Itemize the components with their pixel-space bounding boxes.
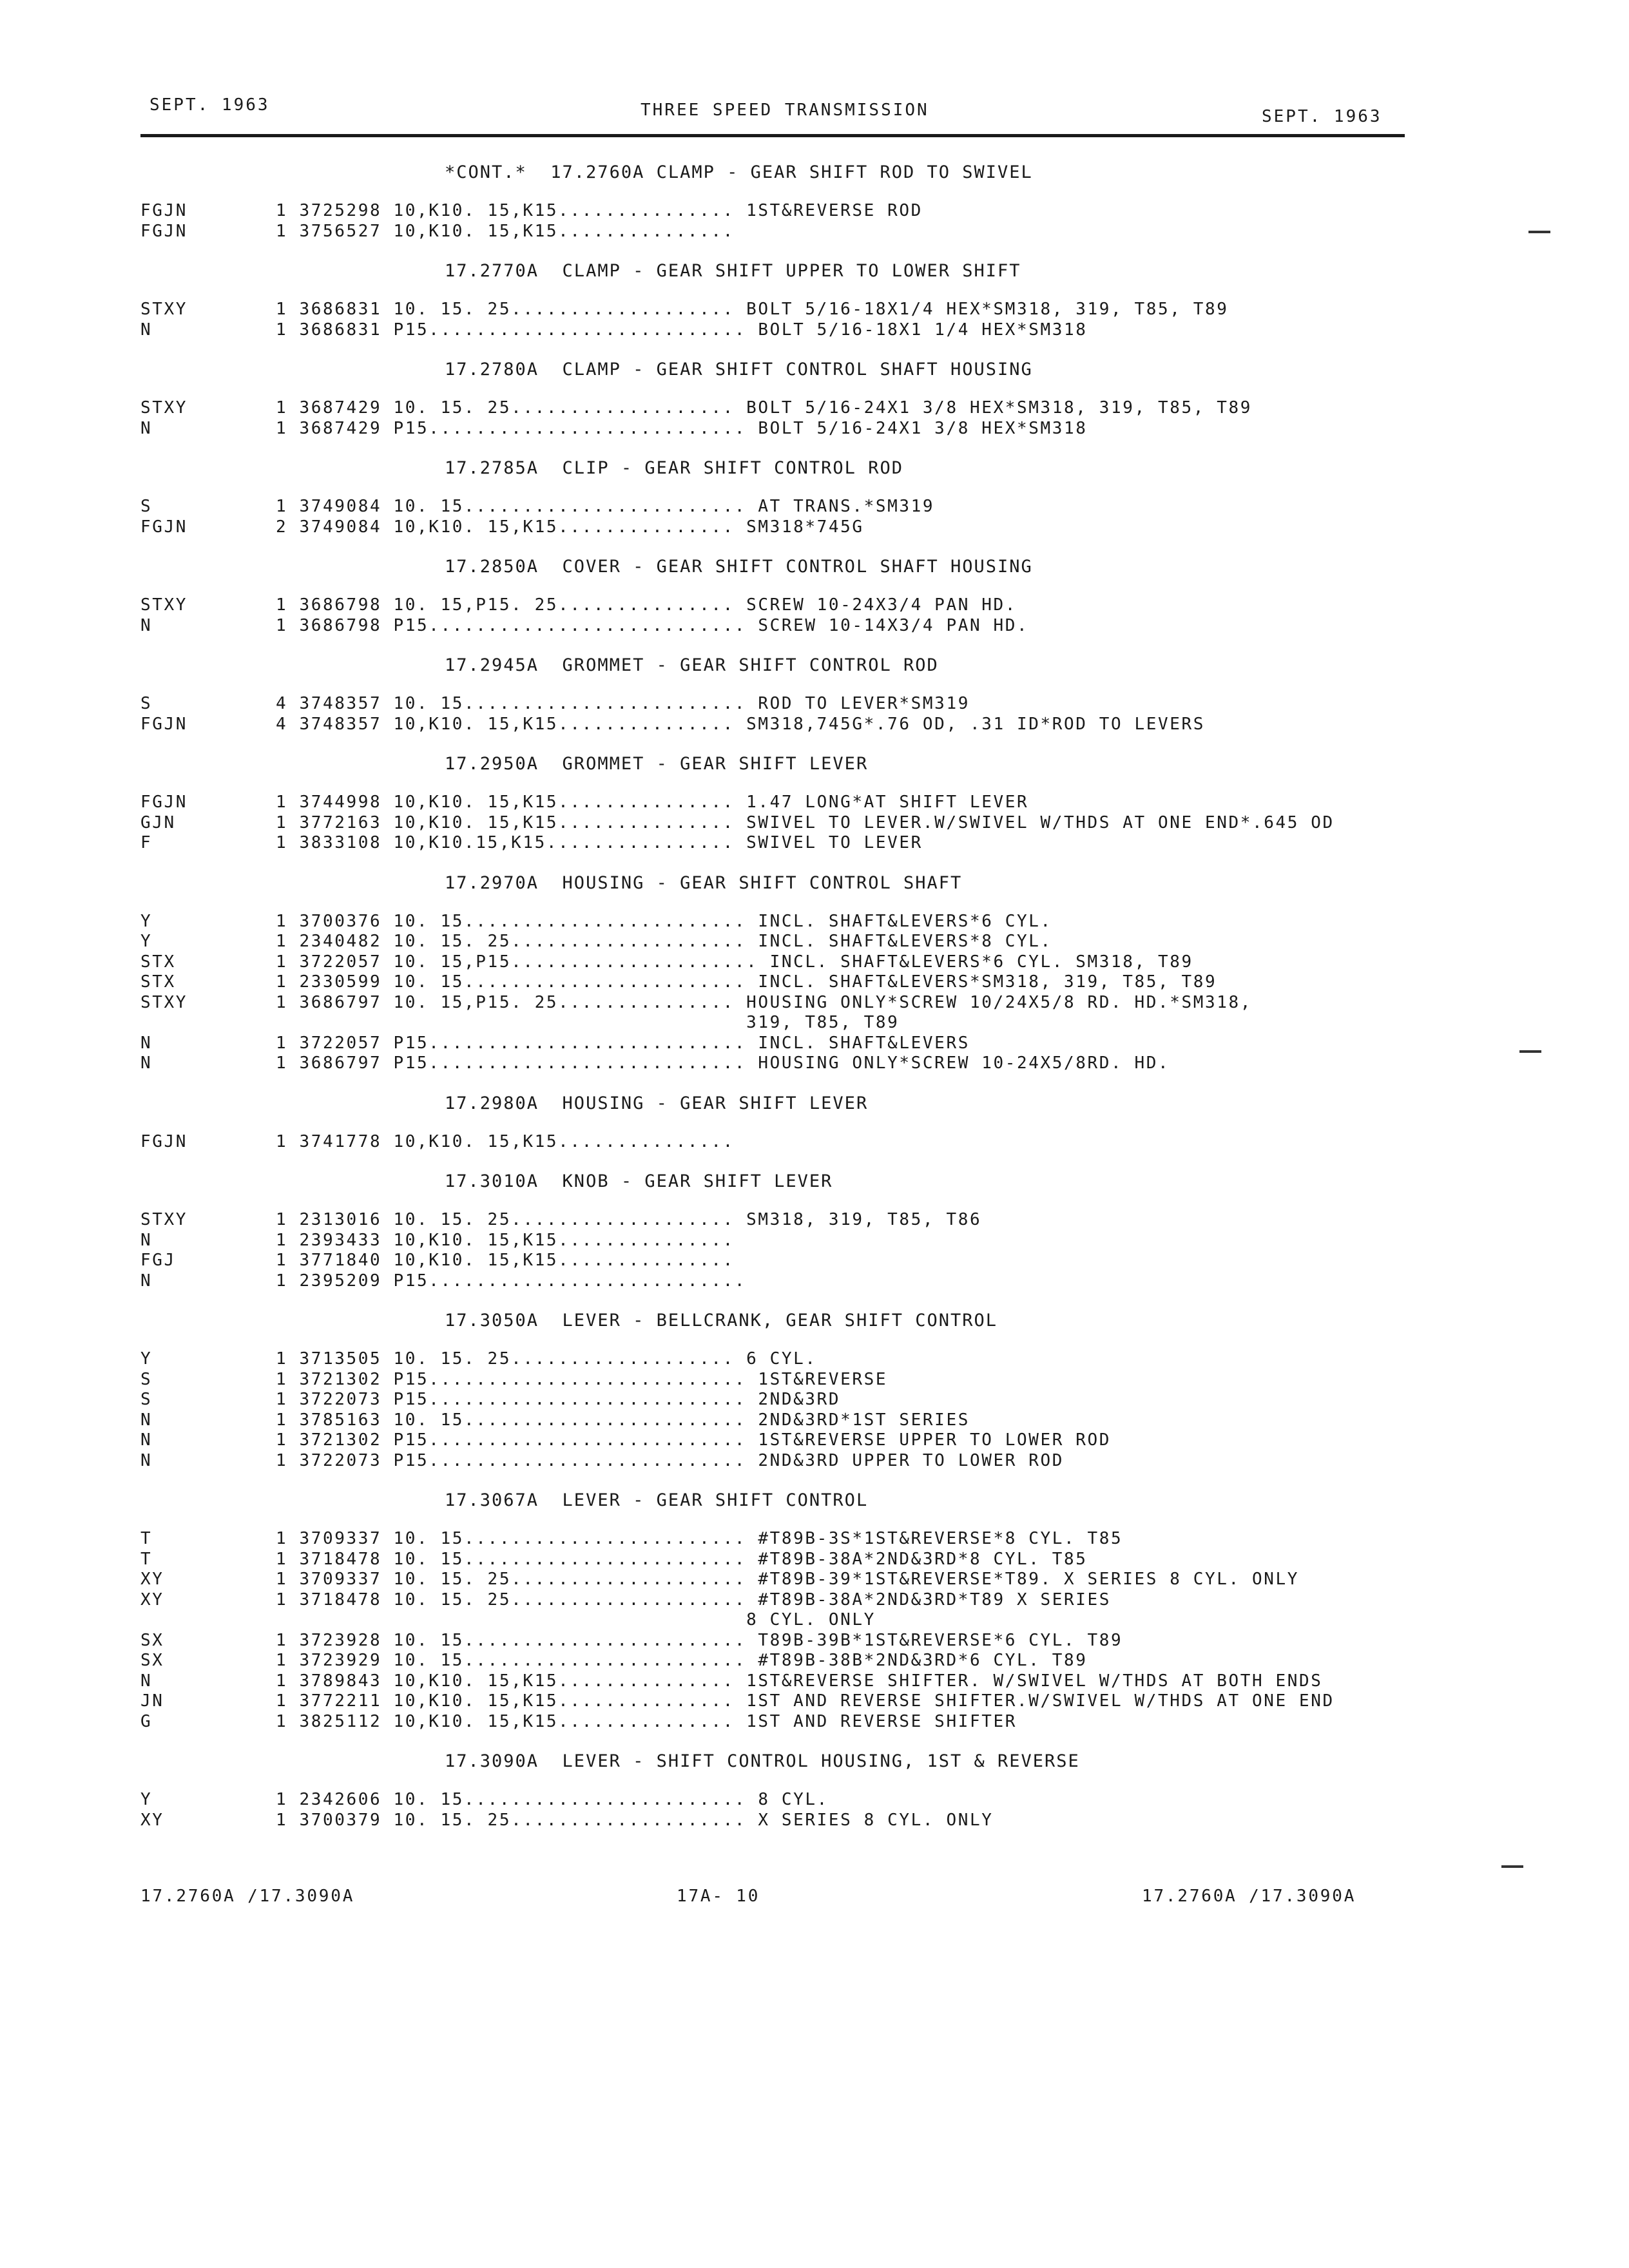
part-line: 1 2330599 10. 15........................ INCL. SHAFT&LEVERS*SM318, 319, T85, T89 — [276, 972, 1217, 992]
parts-section — [0, 554, 1629, 636]
parts-section — [0, 258, 1629, 340]
part-row — [0, 1349, 1629, 1370]
parts-section — [0, 1488, 1629, 1732]
parts-section — [0, 160, 1629, 242]
part-line: 1 2342606 10. 15........................ 8 CYL. — [276, 1790, 829, 1809]
model-code: STX — [140, 952, 176, 972]
model-code: N — [140, 1450, 153, 1470]
part-line: 1 3722057 10. 15,P15..................... INCL. SHAFT&LEVERS*6 CYL. SM318, T89 — [276, 952, 1193, 972]
parts-section — [0, 1308, 1629, 1471]
part-line: 1 3749084 10. 15........................ AT TRANS.*SM319 — [276, 497, 935, 516]
part-line: 1 3723929 10. 15........................ #T89B-38B*2ND&3RD*6 CYL. T89 — [276, 1651, 1088, 1670]
model-code: XY — [140, 1810, 164, 1830]
model-code: Y — [140, 1349, 153, 1369]
part-line: 1 3686798 P15........................... SCREW 10-14X3/4 PAN HD. — [276, 615, 1029, 635]
section-title: 17.3050A LEVER - BELLCRANK, GEAR SHIFT CONTROL — [445, 1311, 998, 1331]
page-title: THREE SPEED TRANSMISSION — [641, 101, 929, 120]
model-code: GJN — [140, 812, 176, 832]
part-line: 1 3686797 10. 15,P15. 25............... HOUSING ONLY*SCREW 10/24X5/8 RD. HD.*SM318, — [276, 992, 1253, 1012]
part-row — [0, 320, 1629, 341]
part-row — [0, 1132, 1629, 1153]
part-line: 1 2393433 10,K10. 15,K15............... — [276, 1230, 735, 1250]
part-row — [0, 715, 1629, 735]
part-line: 1 3789843 10,K10. 15,K15............... 1ST&REVERSE SHIFTER. W/SWIVEL W/THDS AT BOTH ENDS — [276, 1671, 1323, 1691]
part-row — [0, 813, 1629, 834]
parts-section — [0, 1169, 1629, 1291]
part-line: 1 3722073 P15........................... 2ND&3RD UPPER TO LOWER ROD — [276, 1450, 1064, 1470]
header-right-date: SEPT. 1963 — [1262, 107, 1382, 126]
model-code: T — [140, 1549, 153, 1569]
parts-section — [0, 870, 1629, 1074]
part-row — [0, 1410, 1629, 1431]
part-line: 1 3686831 10. 15. 25................... BOLT 5/16-18X1/4 HEX*SM318, 319, T85, T89 — [276, 300, 1229, 319]
part-row — [0, 912, 1629, 932]
model-code: G — [140, 1711, 153, 1731]
model-code: FGJN — [140, 517, 188, 537]
part-row — [0, 517, 1629, 538]
model-code: Y — [140, 911, 153, 931]
part-row — [0, 1671, 1629, 1692]
part-row — [0, 1231, 1629, 1251]
part-line: 1 3721302 P15........................... 1ST&REVERSE UPPER TO LOWER ROD — [276, 1430, 1111, 1450]
section-title: *CONT.* 17.2760A CLAMP - GEAR SHIFT ROD TO SWIVEL — [445, 162, 1033, 182]
model-code: N — [140, 1410, 153, 1430]
model-code: STXY — [140, 300, 188, 319]
header-rule — [140, 134, 1405, 137]
part-line: 1 3741778 10,K10. 15,K15............... — [276, 1131, 735, 1151]
section-title: 17.2970A HOUSING - GEAR SHIFT CONTROL SHAFT — [445, 872, 963, 893]
part-row — [0, 1651, 1629, 1671]
part-line: 1 3687429 10. 15. 25................... BOLT 5/16-24X1 3/8 HEX*SM318, 319, T85, T89 — [276, 398, 1253, 418]
part-row — [0, 595, 1629, 616]
part-line: 1 3772211 10,K10. 15,K15............... 1ST AND REVERSE SHIFTER.W/SWIVEL W/THDS AT ONE END — [276, 1691, 1335, 1711]
part-row — [0, 972, 1629, 993]
model-code: STXY — [140, 398, 188, 418]
model-code: F — [140, 833, 153, 852]
model-code: S — [140, 1369, 153, 1389]
part-row — [0, 1550, 1629, 1570]
margin-mark — [1528, 231, 1550, 233]
part-row — [0, 952, 1629, 973]
section-title: 17.2980A HOUSING - GEAR SHIFT LEVER — [445, 1093, 869, 1113]
part-line: 1 3686831 P15........................... BOLT 5/16-18X1 1/4 HEX*SM318 — [276, 320, 1088, 340]
part-row — [0, 793, 1629, 813]
part-line: 1 3687429 P15........................... BOLT 5/16-24X1 3/8 HEX*SM318 — [276, 418, 1088, 438]
model-code: XY — [140, 1590, 164, 1610]
model-code: STXY — [140, 1210, 188, 1229]
model-code: STX — [140, 972, 176, 992]
part-row — [0, 222, 1629, 242]
part-row — [0, 1013, 1629, 1033]
model-code: S — [140, 694, 153, 713]
model-code: N — [140, 1671, 153, 1691]
model-code: FGJN — [140, 793, 188, 812]
part-line: 1 3722057 P15........................... INCL. SHAFT&LEVERS — [276, 1033, 970, 1053]
parts-list — [0, 160, 1629, 1847]
part-line: 1 3700376 10. 15........................ INCL. SHAFT&LEVERS*6 CYL. — [276, 911, 1052, 931]
part-row — [0, 1590, 1629, 1611]
part-line: 1 3709337 10. 15........................ #T89B-3S*1ST&REVERSE*8 CYL. T85 — [276, 1529, 1123, 1548]
parts-section — [0, 357, 1629, 439]
part-line: 319, T85, T89 — [276, 1013, 900, 1032]
part-line: 1 3825112 10,K10. 15,K15............... 1ST AND REVERSE SHIFTER — [276, 1711, 1017, 1731]
model-code: T — [140, 1529, 153, 1548]
part-line: 1 3713505 10. 15. 25................... 6 CYL. — [276, 1349, 817, 1369]
part-row — [0, 1811, 1629, 1831]
part-line: 1 3756527 10,K10. 15,K15............... — [276, 221, 735, 241]
part-line: 1 2395209 P15........................... — [276, 1271, 747, 1291]
part-row — [0, 1251, 1629, 1271]
model-code: SX — [140, 1651, 164, 1670]
model-code: N — [140, 1033, 153, 1053]
part-line: 1 3718478 10. 15........................ #T89B-38A*2ND&3RD*8 CYL. T85 — [276, 1549, 1088, 1569]
model-code: S — [140, 497, 153, 516]
footer-right: 17.2760A /17.3090A — [1142, 1887, 1356, 1906]
model-code: JN — [140, 1691, 164, 1711]
part-row — [0, 1691, 1629, 1712]
parts-section — [0, 653, 1629, 735]
section-title: 17.3090A LEVER - SHIFT CONTROL HOUSING, 1ST & REVERSE — [445, 1751, 1080, 1771]
footer-left: 17.2760A /17.3090A — [140, 1887, 355, 1906]
part-row — [0, 1370, 1629, 1390]
model-code: N — [140, 418, 153, 438]
model-code: N — [140, 1230, 153, 1250]
model-code: SX — [140, 1630, 164, 1650]
part-line: 1 3709337 10. 15. 25.................... #T89B-39*1ST&REVERSE*T89. X SERIES 8 CYL. ONLY — [276, 1570, 1300, 1589]
section-title: 17.2785A CLIP - GEAR SHIFT CONTROL ROD — [445, 458, 903, 478]
part-line: 1 3722073 P15........................... 2ND&3RD — [276, 1390, 841, 1409]
model-code: S — [140, 1390, 153, 1409]
part-line: 1 3772163 10,K10. 15,K15............... SWIVEL TO LEVER.W/SWIVEL W/THDS AT ONE END*.645 OD — [276, 812, 1335, 832]
part-row — [0, 1271, 1629, 1292]
section-title: 17.2950A GROMMET - GEAR SHIFT LEVER — [445, 754, 869, 774]
margin-mark — [1519, 1050, 1541, 1053]
model-code: N — [140, 1430, 153, 1450]
part-row — [0, 1451, 1629, 1472]
part-line: 1 3686797 P15........................... HOUSING ONLY*SCREW 10-24X5/8RD. HD. — [276, 1053, 1170, 1073]
model-code: Y — [140, 932, 153, 951]
part-row — [0, 398, 1629, 419]
part-row — [0, 1390, 1629, 1410]
parts-section — [0, 751, 1629, 854]
parts-section — [0, 1091, 1629, 1153]
model-code: STXY — [140, 595, 188, 615]
model-code: STXY — [140, 992, 188, 1012]
section-title: 17.2770A CLAMP - GEAR SHIFT UPPER TO LOWER SHIFT — [445, 261, 1021, 281]
part-line: 1 3723928 10. 15........................ T89B-39B*1ST&REVERSE*6 CYL. T89 — [276, 1630, 1123, 1650]
header-left-date: SEPT. 1963 — [149, 95, 270, 115]
part-row — [0, 833, 1629, 854]
part-line: 1 3744998 10,K10. 15,K15............... 1.47 LONG*AT SHIFT LEVER — [276, 793, 1029, 812]
section-title: 17.3067A LEVER - GEAR SHIFT CONTROL — [445, 1490, 869, 1510]
part-row — [0, 1529, 1629, 1550]
part-row — [0, 1631, 1629, 1651]
part-line: 1 3686798 10. 15,P15. 25............... SCREW 10-24X3/4 PAN HD. — [276, 595, 1017, 615]
part-row — [0, 1610, 1629, 1631]
model-code: N — [140, 320, 153, 340]
part-row — [0, 932, 1629, 952]
section-title: 17.2850A COVER - GEAR SHIFT CONTROL SHAFT HOUSING — [445, 557, 1033, 577]
part-row — [0, 300, 1629, 320]
model-code: FGJN — [140, 714, 188, 734]
part-row — [0, 1712, 1629, 1733]
part-row — [0, 419, 1629, 439]
part-line: 4 3748357 10,K10. 15,K15............... SM318,745G*.76 OD, .31 ID*ROD TO LEVERS — [276, 714, 1206, 734]
part-line: 1 3700379 10. 15. 25.................... X SERIES 8 CYL. ONLY — [276, 1810, 994, 1830]
part-row — [0, 201, 1629, 222]
model-code: XY — [140, 1570, 164, 1589]
model-code: Y — [140, 1790, 153, 1809]
page-number: 17A- 10 — [677, 1887, 760, 1906]
part-row — [0, 497, 1629, 517]
part-line: 1 3725298 10,K10. 15,K15............... 1ST&REVERSE ROD — [276, 201, 923, 220]
part-row — [0, 694, 1629, 715]
model-code: N — [140, 1053, 153, 1073]
part-line: 1 3833108 10,K10.15,K15................ SWIVEL TO LEVER — [276, 833, 923, 852]
section-title: 17.3010A KNOB - GEAR SHIFT LEVER — [445, 1171, 833, 1191]
part-row — [0, 1033, 1629, 1054]
part-line: 1 3721302 P15........................... 1ST&REVERSE — [276, 1369, 888, 1389]
section-title: 17.2945A GROMMET - GEAR SHIFT CONTROL ROD — [445, 655, 939, 675]
margin-mark — [1501, 1865, 1523, 1868]
part-line: 1 3771840 10,K10. 15,K15............... — [276, 1251, 735, 1270]
part-row — [0, 1210, 1629, 1231]
part-line: 1 2313016 10. 15. 25................... SM318, 319, T85, T86 — [276, 1210, 982, 1229]
part-row — [0, 1790, 1629, 1811]
parts-section — [0, 1749, 1629, 1831]
part-row — [0, 1053, 1629, 1074]
part-row — [0, 1430, 1629, 1451]
part-line: 4 3748357 10. 15........................ ROD TO LEVER*SM319 — [276, 694, 970, 713]
model-code: N — [140, 615, 153, 635]
model-code: N — [140, 1271, 153, 1291]
part-row — [0, 993, 1629, 1014]
part-line: 1 3785163 10. 15........................ 2ND&3RD*1ST SERIES — [276, 1410, 970, 1430]
part-line: 8 CYL. ONLY — [276, 1610, 876, 1629]
part-line: 1 2340482 10. 15. 25.................... INCL. SHAFT&LEVERS*8 CYL. — [276, 932, 1052, 951]
model-code: FGJN — [140, 201, 188, 220]
model-code: FGJN — [140, 221, 188, 241]
part-row — [0, 1570, 1629, 1590]
model-code: FGJ — [140, 1251, 176, 1270]
parts-section — [0, 456, 1629, 537]
part-row — [0, 616, 1629, 637]
part-line: 1 3718478 10. 15. 25.................... #T89B-38A*2ND&3RD*T89 X SERIES — [276, 1590, 1111, 1610]
part-line: 2 3749084 10,K10. 15,K15............... SM318*745G — [276, 517, 864, 537]
section-title: 17.2780A CLAMP - GEAR SHIFT CONTROL SHAFT HOUSING — [445, 360, 1033, 380]
model-code: FGJN — [140, 1131, 188, 1151]
